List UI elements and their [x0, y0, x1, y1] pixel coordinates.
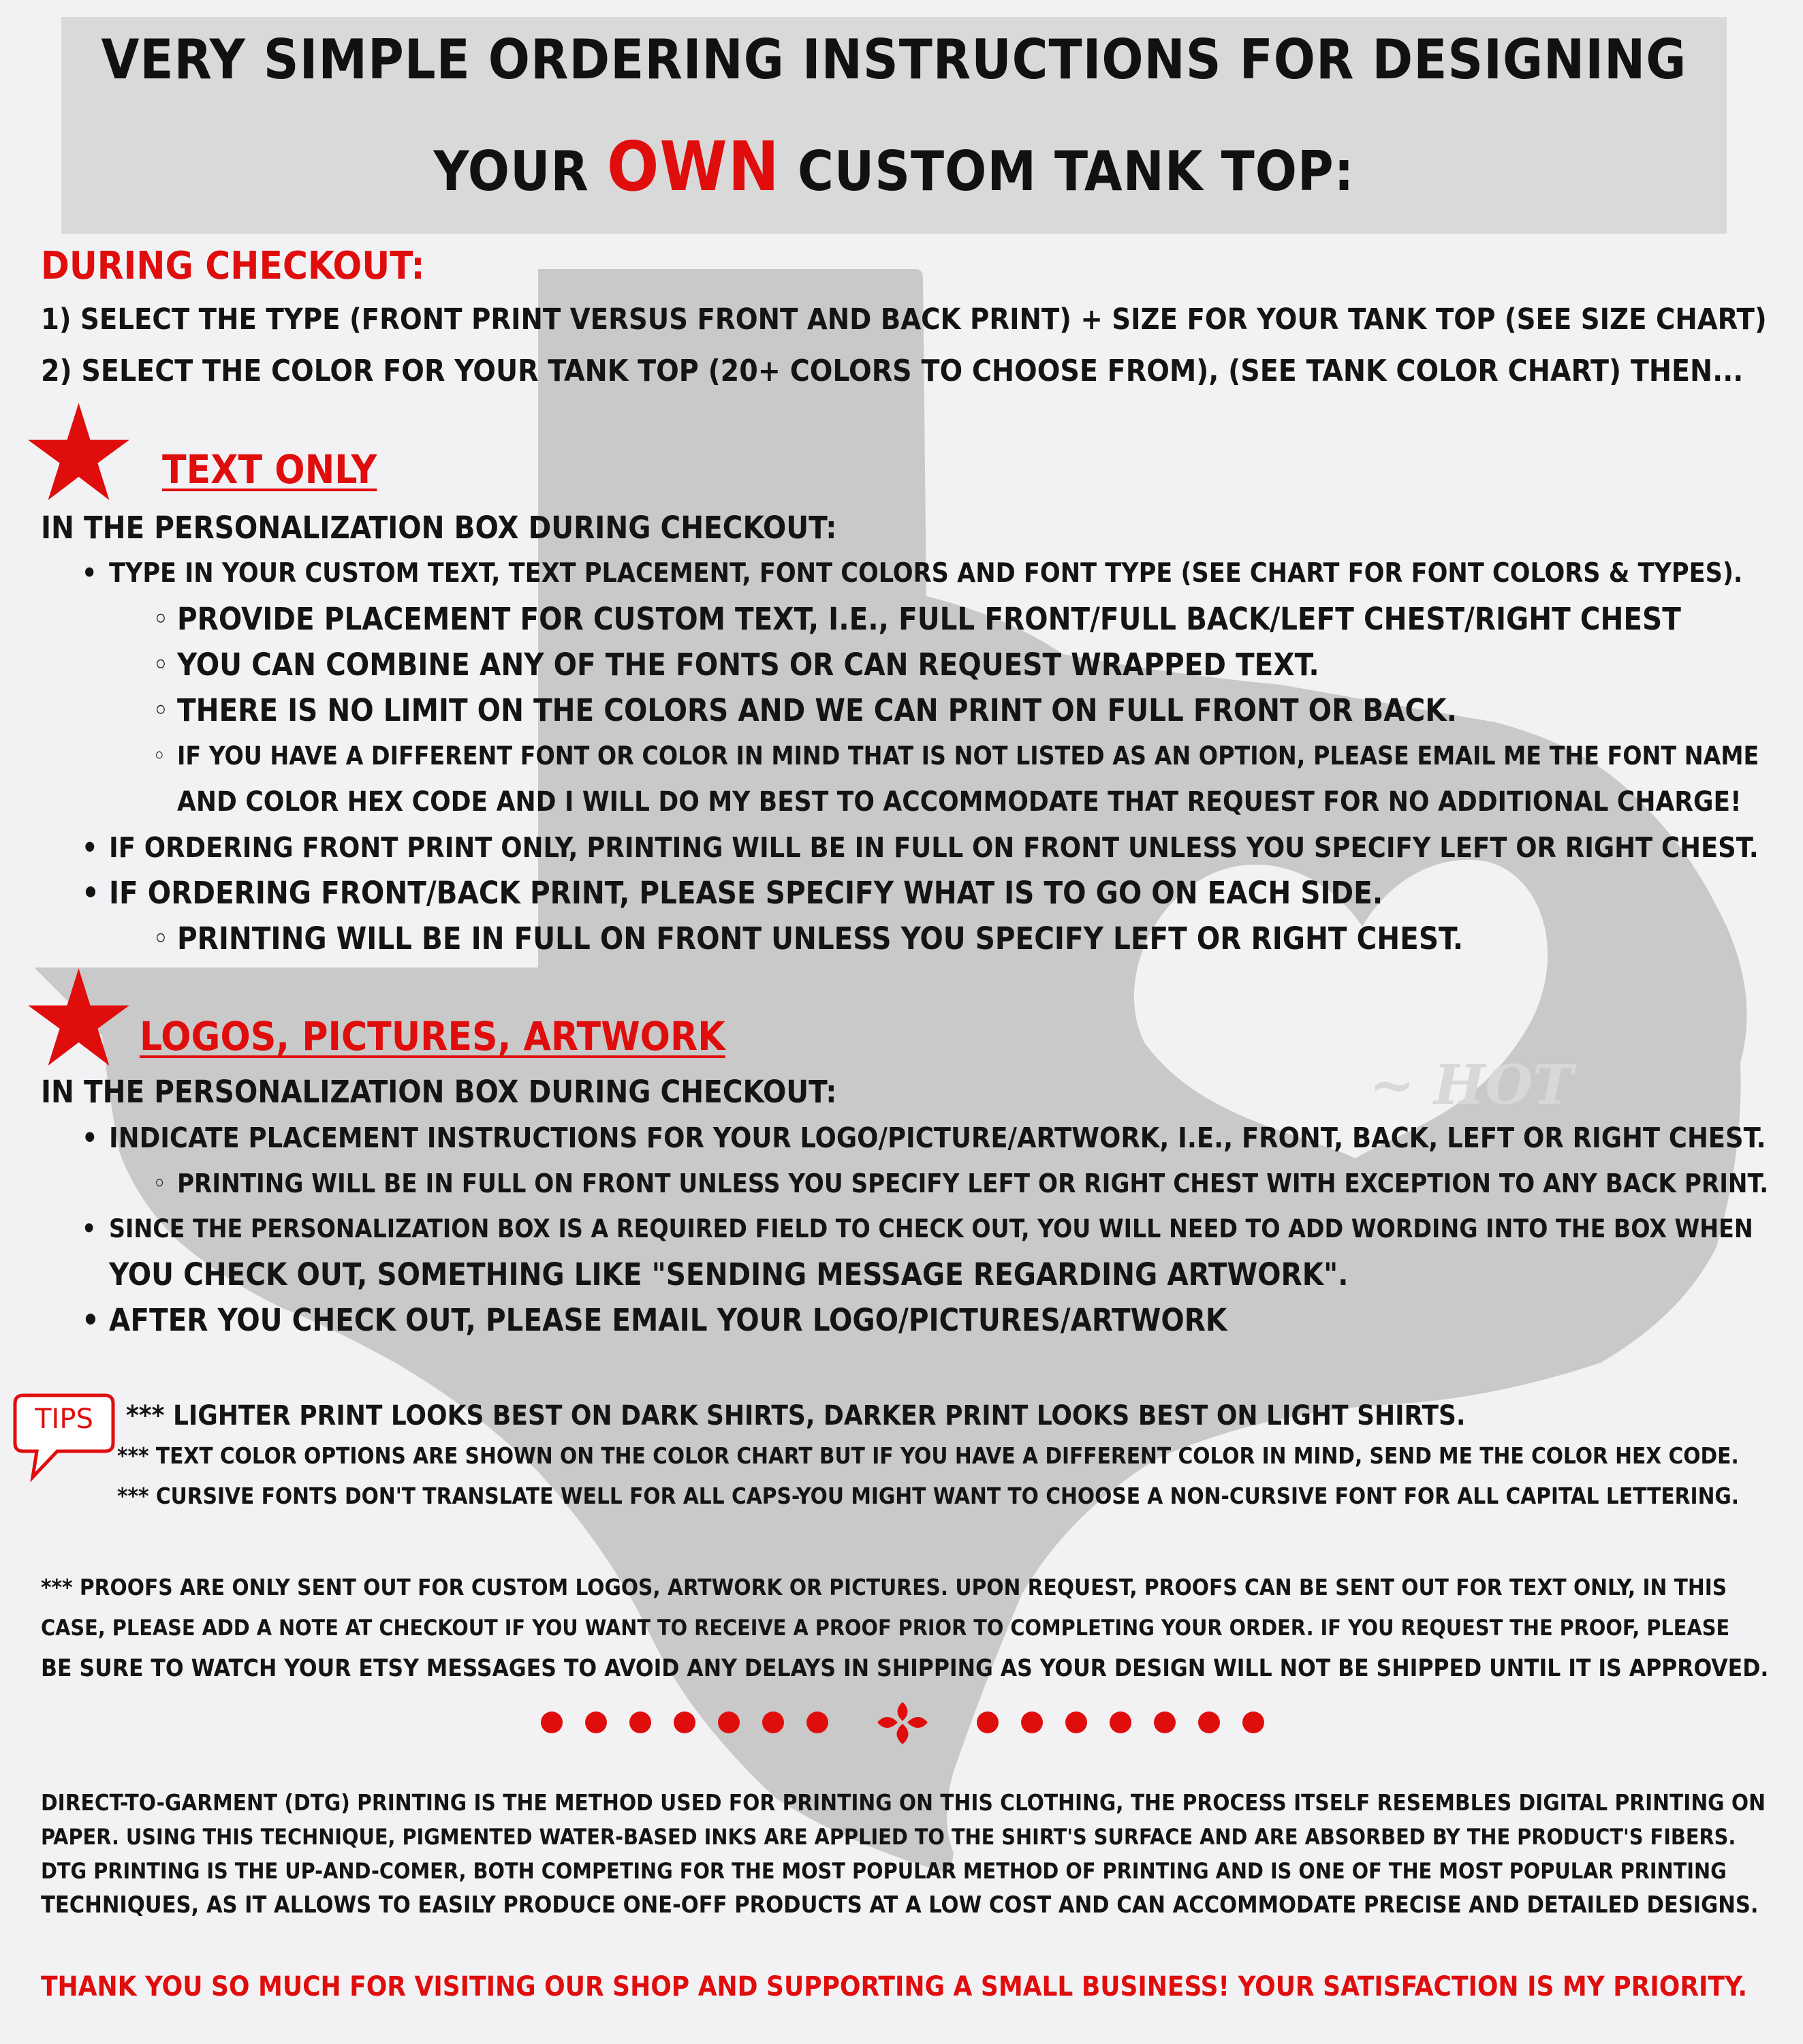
tip-2: *** TEXT COLOR OPTIONS ARE SHOWN ON THE COLOR CHART BUT IF YOU HAVE A DIFFERENT COLOR IN MIND, SEND ME THE COLOR HEX CODE. — [117, 1442, 1739, 1469]
logos-bullet-1: • INDICATE PLACEMENT INSTRUCTIONS FOR YOUR LOGO/PICTURE/ARTWORK, I.E., FRONT, BACK, LEFT OR RIGHT CHEST. — [109, 1115, 1766, 1160]
page-title-line2 — [61, 127, 1727, 206]
dtg-line-2: PAPER. USING THIS TECHNIQUE, PIGMENTED WATER-BASED INKS ARE APPLIED TO THE SHIRT'S SURFACE AND ARE ABSORBED BY THE PRODUCT'S FIBERS. — [41, 1824, 1736, 1850]
checkout-heading: DURING CHECKOUT: — [41, 244, 425, 288]
tip-3: *** CURSIVE FONTS DON'T TRANSLATE WELL FOR ALL CAPS-YOU MIGHT WANT TO CHOOSE A NON-CURSIVE FONT FOR ALL CAPITAL LETTERING. — [117, 1483, 1740, 1509]
text-only-sub-3: ◦ THERE IS NO LIMIT ON THE COLORS AND WE CAN PRINT ON FULL FRONT OR BACK. — [177, 688, 1457, 733]
text-only-bullet-1: • TYPE IN YOUR CUSTOM TEXT, TEXT PLACEMENT, FONT COLORS AND FONT TYPE (SEE CHART FOR FONT COLORS & TYPES). — [109, 551, 1742, 596]
tip-1: *** LIGHTER PRINT LOOKS BEST ON DARK SHIRTS, DARKER PRINT LOOKS BEST ON LIGHT SHIRTS. — [126, 1400, 1466, 1431]
logos-bullet-1-sub: ◦ PRINTING WILL BE IN FULL ON FRONT UNLESS YOU SPECIFY LEFT OR RIGHT CHEST WITH EXCEPTION TO ANY BACK PRINT. — [177, 1161, 1768, 1206]
title-word-your: YOUR — [433, 140, 589, 203]
text-only-sub-4-cont: AND COLOR HEX CODE AND I WILL DO MY BEST TO ACCOMMODATE THAT REQUEST FOR NO ADDITIONAL CHARGE! — [177, 786, 1742, 818]
dot-divider-icon — [531, 1697, 1274, 1751]
page-title-line1: VERY SIMPLE ORDERING INSTRUCTIONS FOR DESIGNING — [101, 28, 1687, 91]
title-word-rest: CUSTOM TANK TOP: — [797, 140, 1355, 203]
dtg-line-3: DTG PRINTING IS THE UP-AND-COMER, BOTH COMPETING FOR THE MOST POPULAR METHOD OF PRINTING AND IS ONE OF THE MOST POPULAR PRINTING — [41, 1858, 1727, 1884]
proofs-line-1: *** PROOFS ARE ONLY SENT OUT FOR CUSTOM LOGOS, ARTWORK OR PICTURES. UPON REQUEST, PROOFS CAN BE SENT OUT FOR TEXT ONLY, IN THIS — [41, 1574, 1727, 1600]
logos-bullet-2: • SINCE THE PERSONALIZATION BOX IS A REQUIRED FIELD TO CHECK OUT, YOU WILL NEED TO ADD WORDING INTO THE BOX WHEN — [109, 1207, 1753, 1252]
text-only-bullet-2: • IF ORDERING FRONT PRINT ONLY, PRINTING WILL BE IN FULL ON FRONT UNLESS YOU SPECIFY LEFT OR RIGHT CHEST. — [109, 825, 1759, 870]
text-only-sub-4: ◦ IF YOU HAVE A DIFFERENT FONT OR COLOR IN MIND THAT IS NOT LISTED AS AN OPTION, PLEASE EMAIL ME THE FONT NAME — [177, 734, 1759, 779]
svg-text:~ hot: ~ hot — [1369, 1053, 1573, 1117]
logos-bullet-2-cont: YOU CHECK OUT, SOMETHING LIKE "SENDING MESSAGE REGARDING ARTWORK". — [109, 1256, 1349, 1292]
star-icon — [26, 402, 131, 504]
text-only-bullet-3-sub: ◦ PRINTING WILL BE IN FULL ON FRONT UNLESS YOU SPECIFY LEFT OR RIGHT CHEST. — [177, 916, 1463, 961]
tips-badge-label: TIPS — [35, 1404, 93, 1435]
proofs-line-2: CASE, PLEASE ADD A NOTE AT CHECKOUT IF YOU WANT TO RECEIVE A PROOF PRIOR TO COMPLETING YOUR ORDER. IF YOU REQUEST THE PROOF, PLEASE — [41, 1615, 1730, 1641]
star-icon — [26, 967, 131, 1070]
title-word-own: OWN — [606, 127, 780, 206]
dtg-line-1: DIRECT-TO-GARMENT (DTG) PRINTING IS THE METHOD USED FOR PRINTING ON THIS CLOTHING, THE PROCESS ITSELF RESEMBLES DIGITAL PRINTING ON — [41, 1789, 1766, 1816]
proofs-line-3: BE SURE TO WATCH YOUR ETSY MESSAGES TO AVOID ANY DELAYS IN SHIPPING AS YOUR DESIGN WILL NOT BE SHIPPED UNTIL IT IS APPROVED. — [41, 1655, 1769, 1682]
text-only-sub-2: ◦ YOU CAN COMBINE ANY OF THE FONTS OR CAN REQUEST WRAPPED TEXT. — [177, 642, 1319, 687]
logos-intro: IN THE PERSONALIZATION BOX DURING CHECKOUT: — [41, 1074, 837, 1110]
logos-bullet-3: • AFTER YOU CHECK OUT, PLEASE EMAIL YOUR LOGO/PICTURES/ARTWORK — [109, 1298, 1227, 1343]
checkout-step-1: 1) SELECT THE TYPE (FRONT PRINT VERSUS FRONT AND BACK PRINT) + SIZE FOR YOUR TANK TOP (SEE SIZE CHART) — [41, 303, 1767, 337]
dtg-line-4: TECHNIQUES, AS IT ALLOWS TO EASILY PRODUCE ONE-OFF PRODUCTS AT A LOW COST AND CAN ACCOMMODATE PRECISE AND DETAILED DESIGNS. — [41, 1891, 1759, 1919]
text-only-bullet-3: • IF ORDERING FRONT/BACK PRINT, PLEASE SPECIFY WHAT IS TO GO ON EACH SIDE. — [109, 871, 1383, 916]
logos-heading: LOGOS, PICTURES, ARTWORK — [140, 1013, 725, 1059]
checkout-step-2: 2) SELECT THE COLOR FOR YOUR TANK TOP (20+ COLORS TO CHOOSE FROM), (SEE TANK COLOR CHART) THEN... — [41, 354, 1744, 388]
text-only-intro: IN THE PERSONALIZATION BOX DURING CHECKOUT: — [41, 510, 837, 546]
text-only-heading: TEXT ONLY — [162, 446, 377, 493]
text-only-sub-1: ◦ PROVIDE PLACEMENT FOR CUSTOM TEXT, I.E., FULL FRONT/FULL BACK/LEFT CHEST/RIGHT CHEST — [177, 597, 1681, 642]
thank-you-message: THANK YOU SO MUCH FOR VISITING OUR SHOP AND SUPPORTING A SMALL BUSINESS! YOUR SATISFACTION IS MY PRIORITY. — [41, 1971, 1748, 2002]
